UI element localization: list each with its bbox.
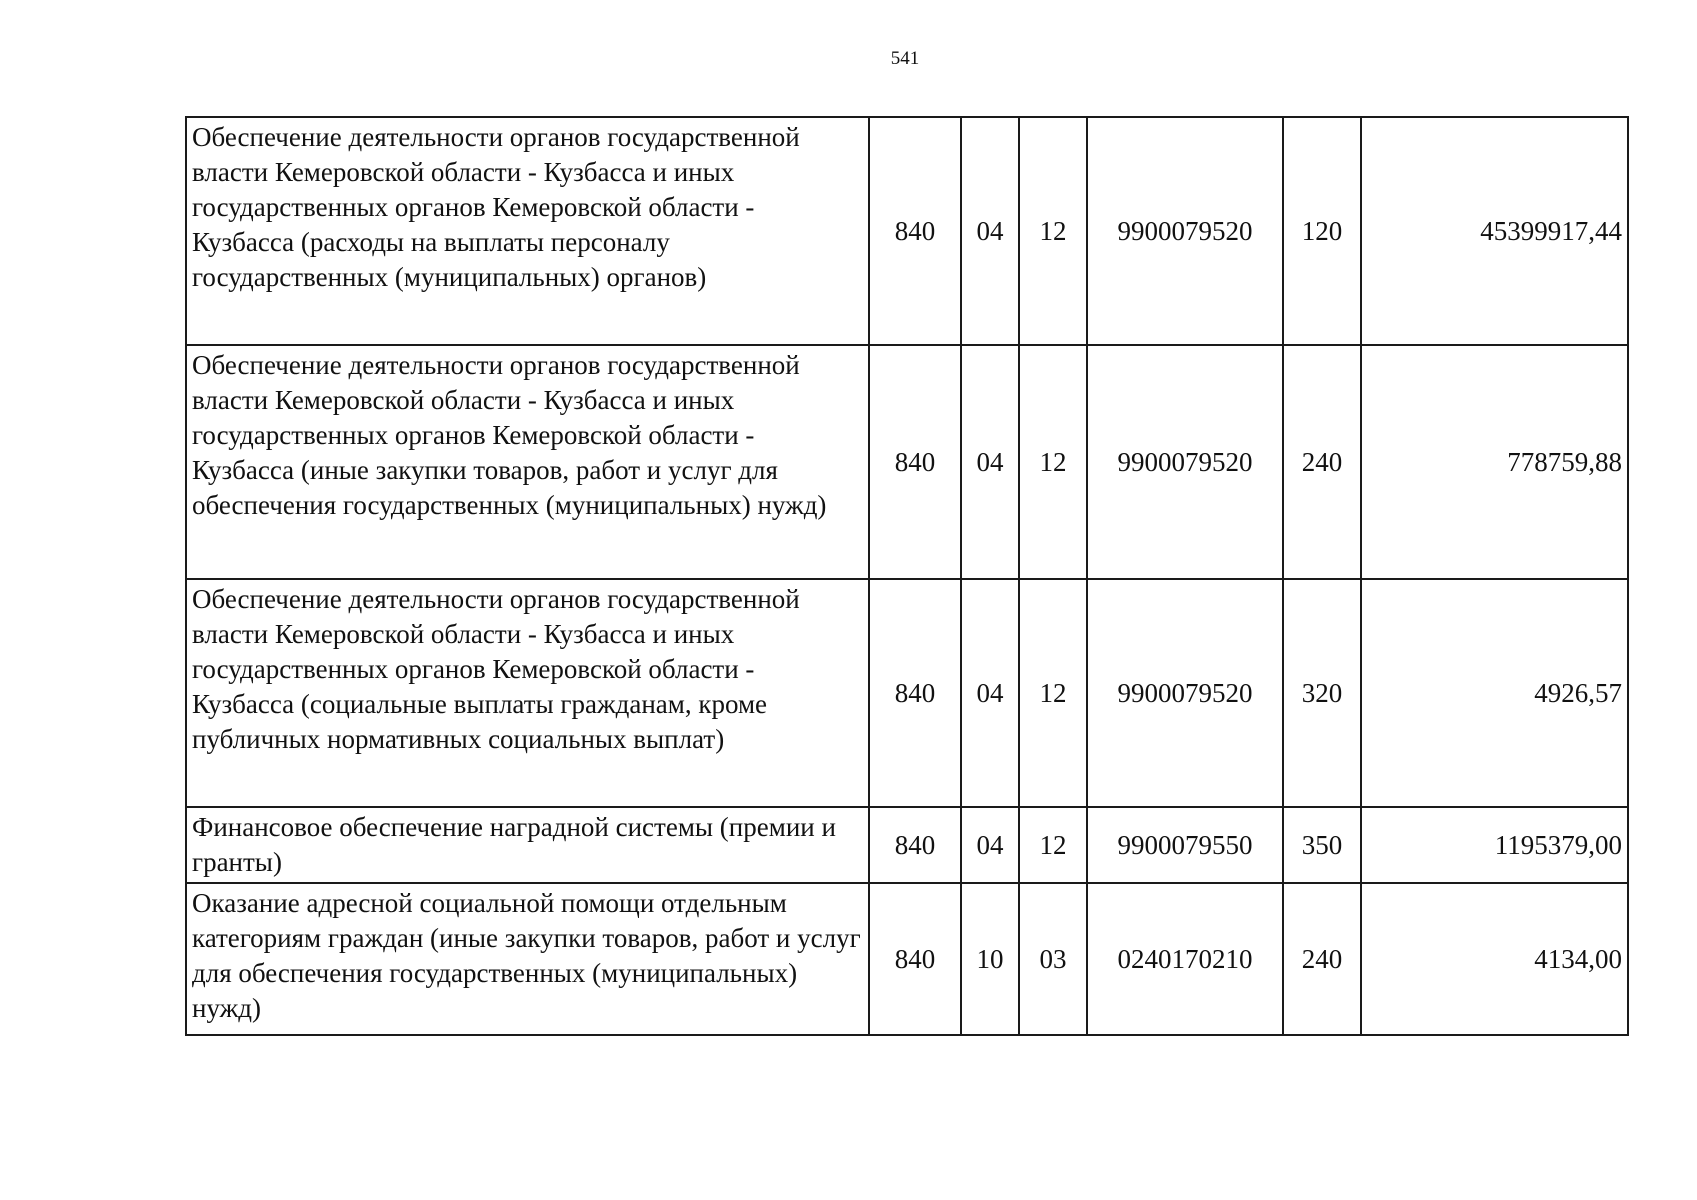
expense-description: Обеспечение деятельности органов государственной власти Кемеровской области - Кузбасса и иных государственных органов Кемеровской области - Кузбасса (иные закупки товаров, работ и услуг для обеспечения государственных (муниципальных) нужд) <box>186 345 869 579</box>
section-code: 10 <box>961 883 1019 1035</box>
admin-code: 840 <box>869 117 961 345</box>
subsection-code: 12 <box>1019 117 1087 345</box>
amount-value: 1195379,00 <box>1361 807 1628 883</box>
target-article-code: 9900079550 <box>1087 807 1283 883</box>
section-code: 04 <box>961 579 1019 807</box>
subsection-code: 03 <box>1019 883 1087 1035</box>
expense-type-code: 350 <box>1283 807 1361 883</box>
table-row <box>186 345 1628 579</box>
expense-type-code: 120 <box>1283 117 1361 345</box>
amount-value: 778759,88 <box>1361 345 1628 579</box>
section-code: 04 <box>961 117 1019 345</box>
admin-code: 840 <box>869 345 961 579</box>
target-article-code: 9900079520 <box>1087 117 1283 345</box>
section-code: 04 <box>961 345 1019 579</box>
target-article-code: 9900079520 <box>1087 345 1283 579</box>
table-row <box>186 579 1628 807</box>
target-article-code: 0240170210 <box>1087 883 1283 1035</box>
admin-code: 840 <box>869 579 961 807</box>
subsection-code: 12 <box>1019 579 1087 807</box>
table-row <box>186 117 1628 345</box>
amount-value: 4134,00 <box>1361 883 1628 1035</box>
expense-type-code: 320 <box>1283 579 1361 807</box>
page-number: 541 <box>890 48 920 69</box>
expense-description: Обеспечение деятельности органов государственной власти Кемеровской области - Кузбасса и иных государственных органов Кемеровской области - Кузбасса (социальные выплаты гражданам, кроме публичных нормативных социальных выплат) <box>186 579 869 807</box>
subsection-code: 12 <box>1019 345 1087 579</box>
amount-value: 45399917,44 <box>1361 117 1628 345</box>
table-row <box>186 807 1628 883</box>
section-code: 04 <box>961 807 1019 883</box>
expense-type-code: 240 <box>1283 883 1361 1035</box>
budget-table <box>185 116 1629 1036</box>
admin-code: 840 <box>869 883 961 1035</box>
expense-description: Обеспечение деятельности органов государственной власти Кемеровской области - Кузбасса и иных государственных органов Кемеровской области - Кузбасса (расходы на выплаты персоналу государственных (муниципальных) органов) <box>186 117 869 345</box>
subsection-code: 12 <box>1019 807 1087 883</box>
expense-description: Финансовое обеспечение наградной системы (премии и гранты) <box>186 807 869 883</box>
expense-description: Оказание адресной социальной помощи отдельным категориям граждан (иные закупки товаров, работ и услуг для обеспечения государственных (муниципальных) нужд) <box>186 883 869 1035</box>
admin-code: 840 <box>869 807 961 883</box>
expense-type-code: 240 <box>1283 345 1361 579</box>
target-article-code: 9900079520 <box>1087 579 1283 807</box>
amount-value: 4926,57 <box>1361 579 1628 807</box>
table-row <box>186 883 1628 1035</box>
